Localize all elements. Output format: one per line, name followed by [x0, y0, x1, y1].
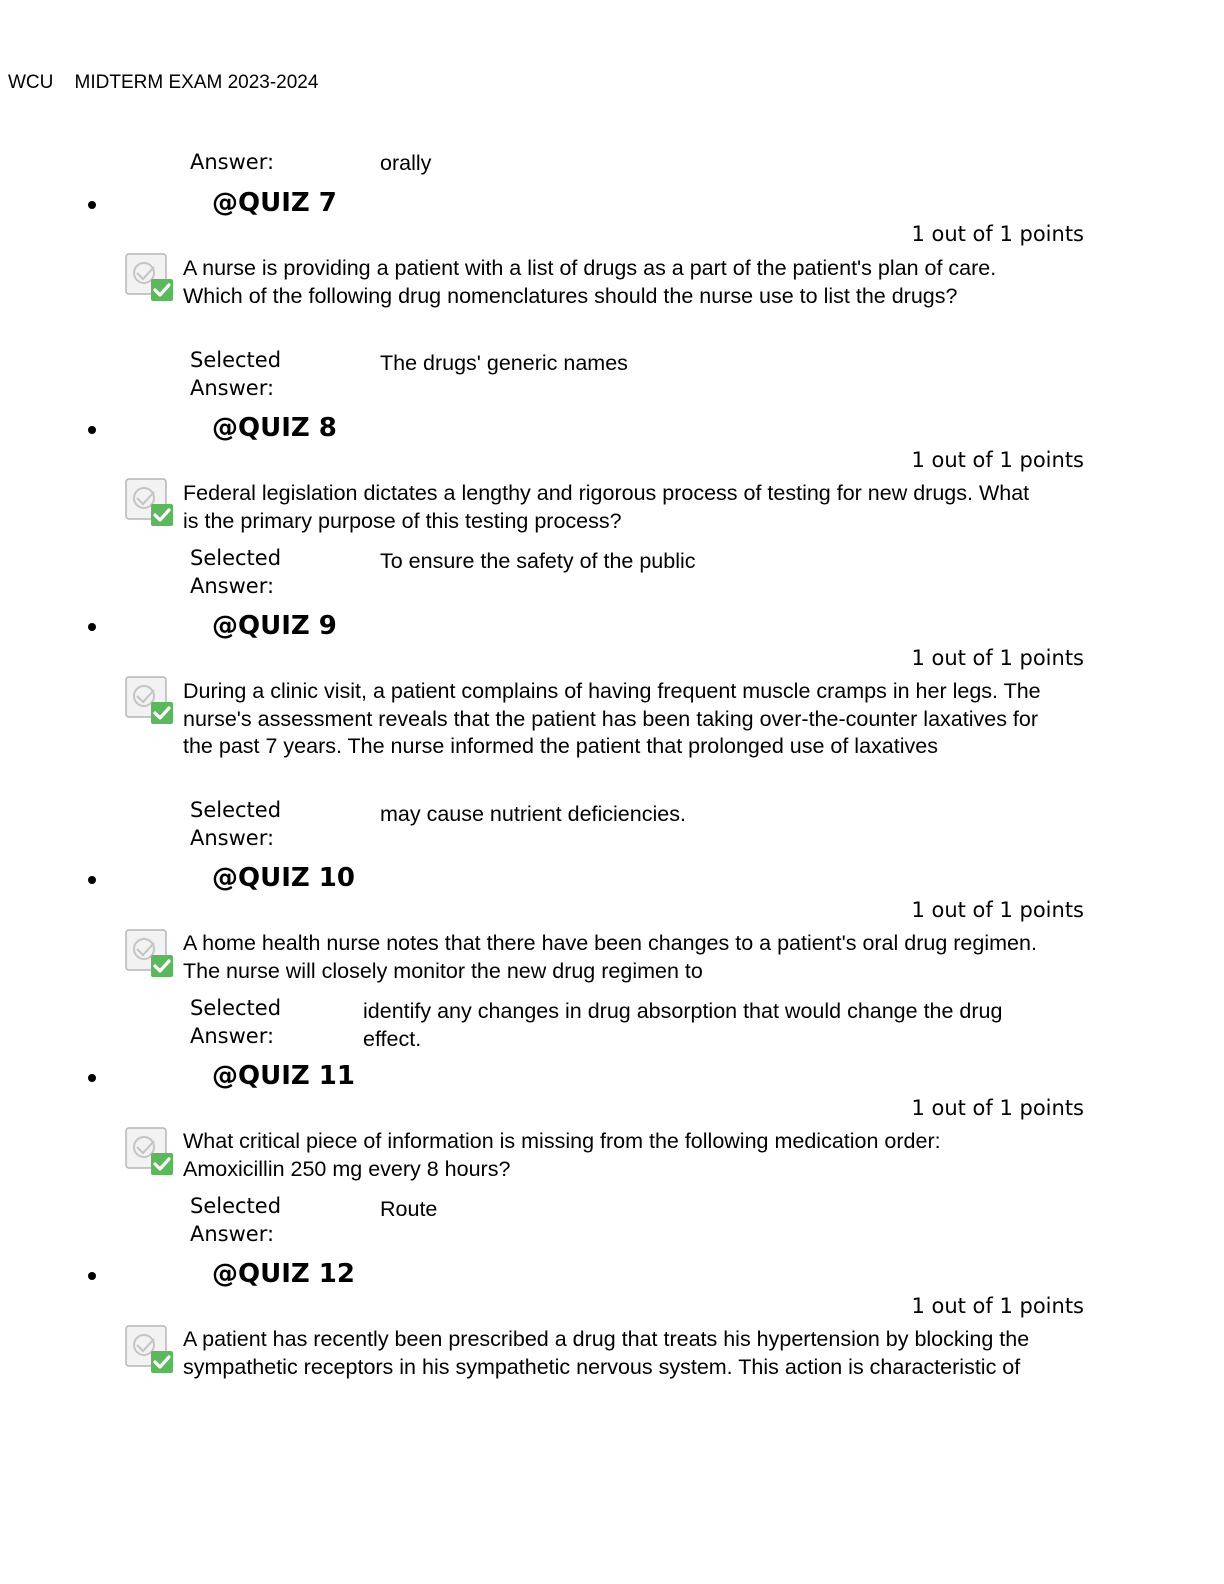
bullet	[88, 1074, 96, 1082]
points-badge: 1 out of 1 points	[911, 1294, 1084, 1318]
question-text: What critical piece of information is missing from the following medication order: Amoxicillin 250 mg every 8 hours?	[183, 1129, 941, 1181]
quiz-title: @QUIZ 11	[212, 1061, 355, 1091]
selected-answer-value: Route	[380, 1197, 438, 1221]
selected-answer-value: may cause nutrient deficiencies.	[380, 802, 686, 826]
points-badge: 1 out of 1 points	[911, 1096, 1084, 1120]
selected-answer-label	[190, 544, 281, 600]
label-line-2: Answer:	[190, 1222, 275, 1246]
label-line-2: Answer:	[190, 826, 275, 850]
correct-check-icon	[124, 1324, 176, 1376]
label-line-2: Answer:	[190, 574, 275, 598]
school-name: WCU	[8, 72, 54, 93]
question-text: A patient has recently been prescribed a drug that treats his hypertension by blocking the sympathetic receptors in his sympathetic nervous system. This action is characteristic of	[183, 1327, 1030, 1379]
correct-check-icon	[124, 928, 176, 980]
page-header	[8, 72, 318, 94]
quiz-title: @QUIZ 12	[212, 1259, 355, 1289]
points-badge: 1 out of 1 points	[911, 646, 1084, 670]
question-text: A nurse is providing a patient with a list of drugs as a part of the patient's plan of care. Which of the following drug nomenclatures should the nurse use to list the drugs?	[183, 256, 997, 308]
question-text: Federal legislation dictates a lengthy and rigorous process of testing for new drugs. What is the primary purpose of this testing process?	[183, 481, 1030, 533]
correct-check-icon	[124, 252, 176, 304]
points-badge: 1 out of 1 points	[911, 222, 1084, 246]
selected-answer-value: identify any changes in drug absorption that would change the drug effect.	[363, 999, 1003, 1051]
bullet	[88, 1272, 96, 1280]
question-text: During a clinic visit, a patient complains of having frequent muscle cramps in her legs. The nurse's assessment reveals that the patient has been taking over-the-counter laxatives for the past 7 years. The nurse informed the patient that prolonged use of laxatives	[183, 679, 1041, 758]
label-line-2: Answer:	[190, 376, 275, 400]
correct-check-icon	[124, 477, 176, 529]
selected-answer-value: To ensure the safety of the public	[380, 549, 696, 573]
question-text: A home health nurse notes that there have been changes to a patient's oral drug regimen. The nurse will closely monitor the new drug regimen to	[183, 931, 1037, 983]
correct-check-icon	[124, 675, 176, 727]
label-line-2: Answer:	[190, 1024, 275, 1048]
label-line-1: Selected	[190, 996, 282, 1020]
points-badge: 1 out of 1 points	[911, 448, 1084, 472]
correct-check-icon	[124, 1126, 176, 1178]
quiz-title: @QUIZ 10	[212, 863, 355, 893]
selected-answer-label	[190, 1192, 281, 1248]
exam-title: MIDTERM EXAM 2023-2024	[74, 72, 319, 93]
quiz-title: @QUIZ 8	[212, 413, 337, 443]
quiz-title: @QUIZ 7	[212, 188, 337, 218]
bullet	[88, 426, 96, 434]
bullet	[88, 201, 96, 209]
selected-answer-label	[190, 994, 281, 1050]
answer-label: Answer:	[190, 150, 275, 174]
quiz-title: @QUIZ 9	[212, 611, 337, 641]
label-line-1: Selected	[190, 546, 282, 570]
label-line-1: Selected	[190, 1194, 282, 1218]
label-line-1: Selected	[190, 348, 282, 372]
points-badge: 1 out of 1 points	[911, 898, 1084, 922]
selected-answer-value: The drugs' generic names	[380, 351, 628, 375]
selected-answer-label	[190, 346, 281, 402]
selected-answer-label	[190, 796, 281, 852]
answer-value: orally	[380, 151, 432, 175]
bullet	[88, 876, 96, 884]
label-line-1: Selected	[190, 798, 282, 822]
bullet	[88, 623, 96, 631]
